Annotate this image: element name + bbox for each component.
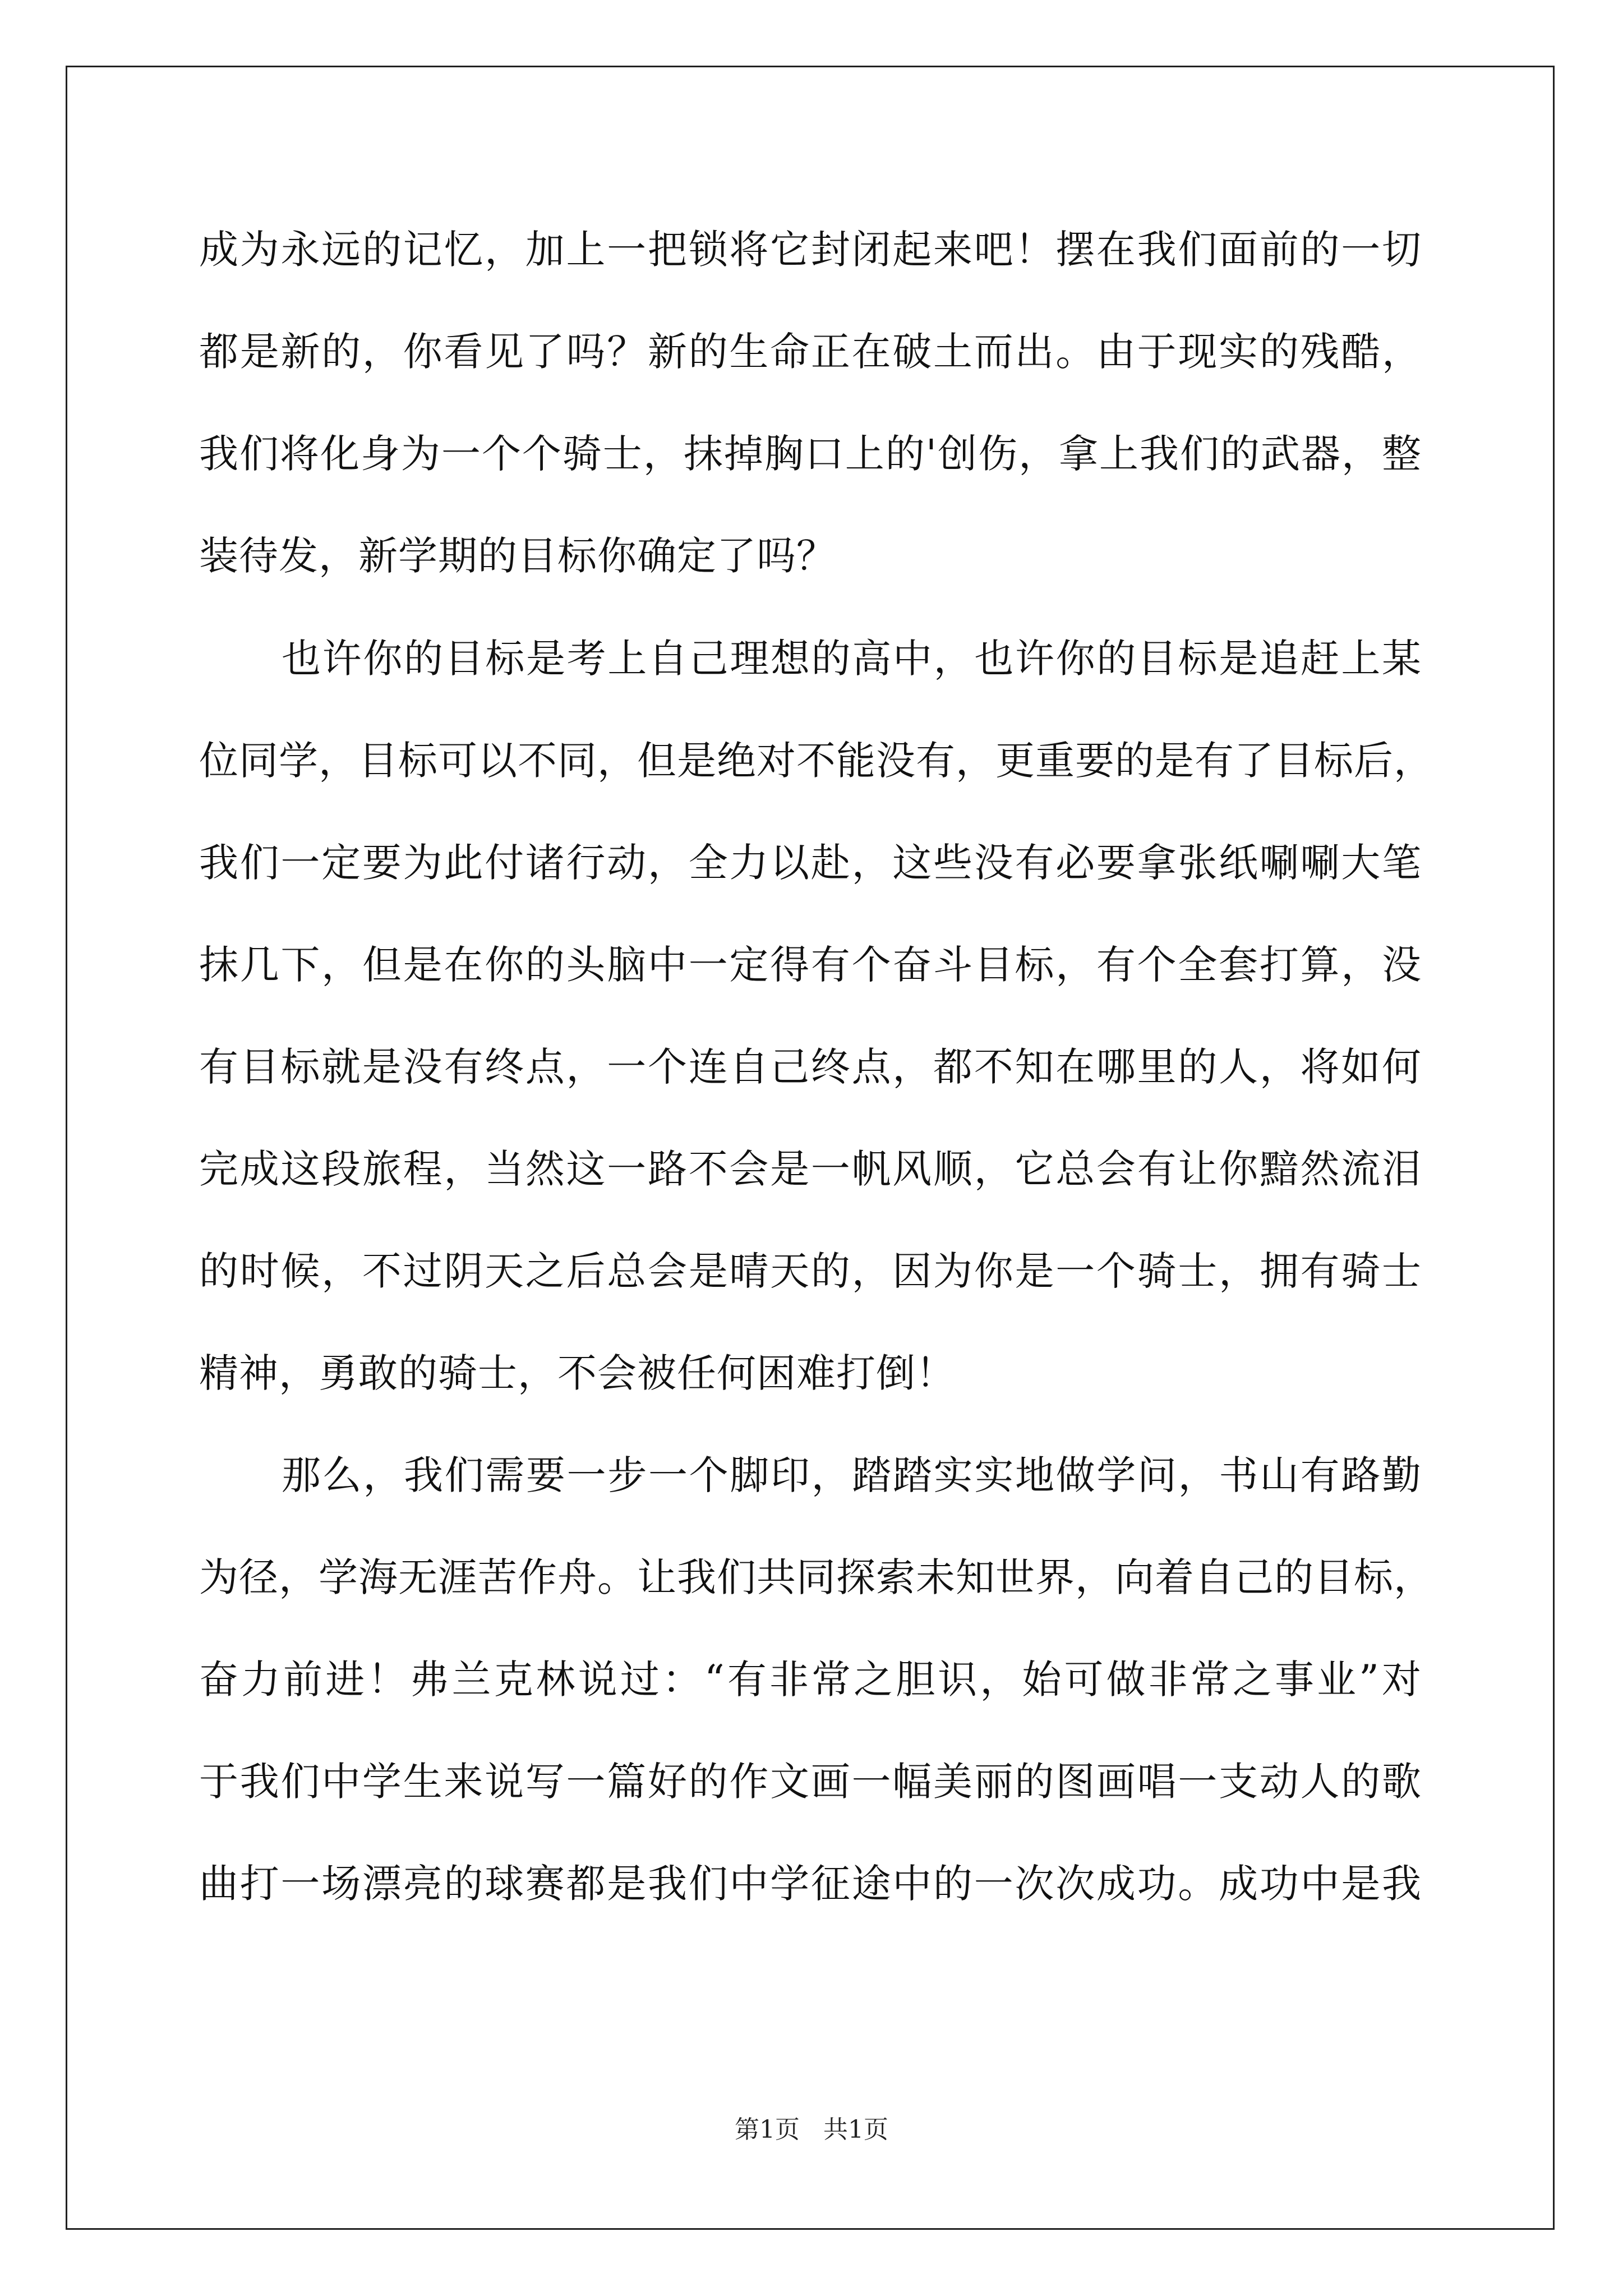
- text-line: 于我们中学生来说写一篇好的作文画一幅美丽的图画唱一支动人的歌: [199, 1759, 1422, 1805]
- page-number: 第1页: [735, 2115, 800, 2144]
- text-line: 完成这段旅程，当然这一路不会是一帆风顺，它总会有让你黯然流泪: [199, 1146, 1422, 1192]
- text-line: 有目标就是没有终点，一个连自己终点，都不知在哪里的人，将如何: [199, 1044, 1422, 1090]
- page-footer: [0, 2110, 1623, 2150]
- text-line: 抹几下，但是在你的头脑中一定得有个奋斗目标，有个全套打算，没: [199, 942, 1422, 988]
- text-line: 都是新的，你看见了吗？新的生命正在破土而出。由于现实的残酷，: [199, 329, 1422, 375]
- text-line: 成为永远的记忆，加上一把锁将它封闭起来吧！摆在我们面前的一切: [199, 227, 1422, 273]
- text-line: 我们一定要为此付诸行动，全力以赴，这些没有必要拿张纸唰唰大笔: [199, 840, 1422, 886]
- text-line: 的时候，不过阴天之后总会是晴天的，因为你是一个骑士，拥有骑士: [199, 1248, 1422, 1294]
- text-line: 曲打一场漂亮的球赛都是我们中学征途中的一次次成功。成功中是我: [199, 1861, 1422, 1907]
- paragraph-first-line: 那么，我们需要一步一个脚印，踏踏实实地做学问，书山有路勤: [282, 1452, 1422, 1498]
- text-line: 奋力前进！弗兰克林说过：“有非常之胆识，始可做非常之事业”对: [199, 1657, 1422, 1703]
- text-line: 精神，勇敢的骑士，不会被任何困难打倒！: [199, 1350, 956, 1396]
- text-line: 装待发，新学期的目标你确定了吗？: [199, 533, 836, 579]
- text-line: 为径，学海无涯苦作舟。让我们共同探索未知世界，向着自己的目标，: [199, 1554, 1433, 1600]
- paragraph-first-line: 也许你的目标是考上自己理想的高中，也许你的目标是追赶上某: [282, 636, 1422, 682]
- text-line: 位同学，目标可以不同，但是绝对不能没有，更重要的是有了目标后，: [199, 738, 1433, 784]
- page-total: 共1页: [823, 2115, 888, 2144]
- text-line: 我们将化身为一个个骑士，抹掉胸口上的'创伤，拿上我们的武器，整: [199, 431, 1422, 477]
